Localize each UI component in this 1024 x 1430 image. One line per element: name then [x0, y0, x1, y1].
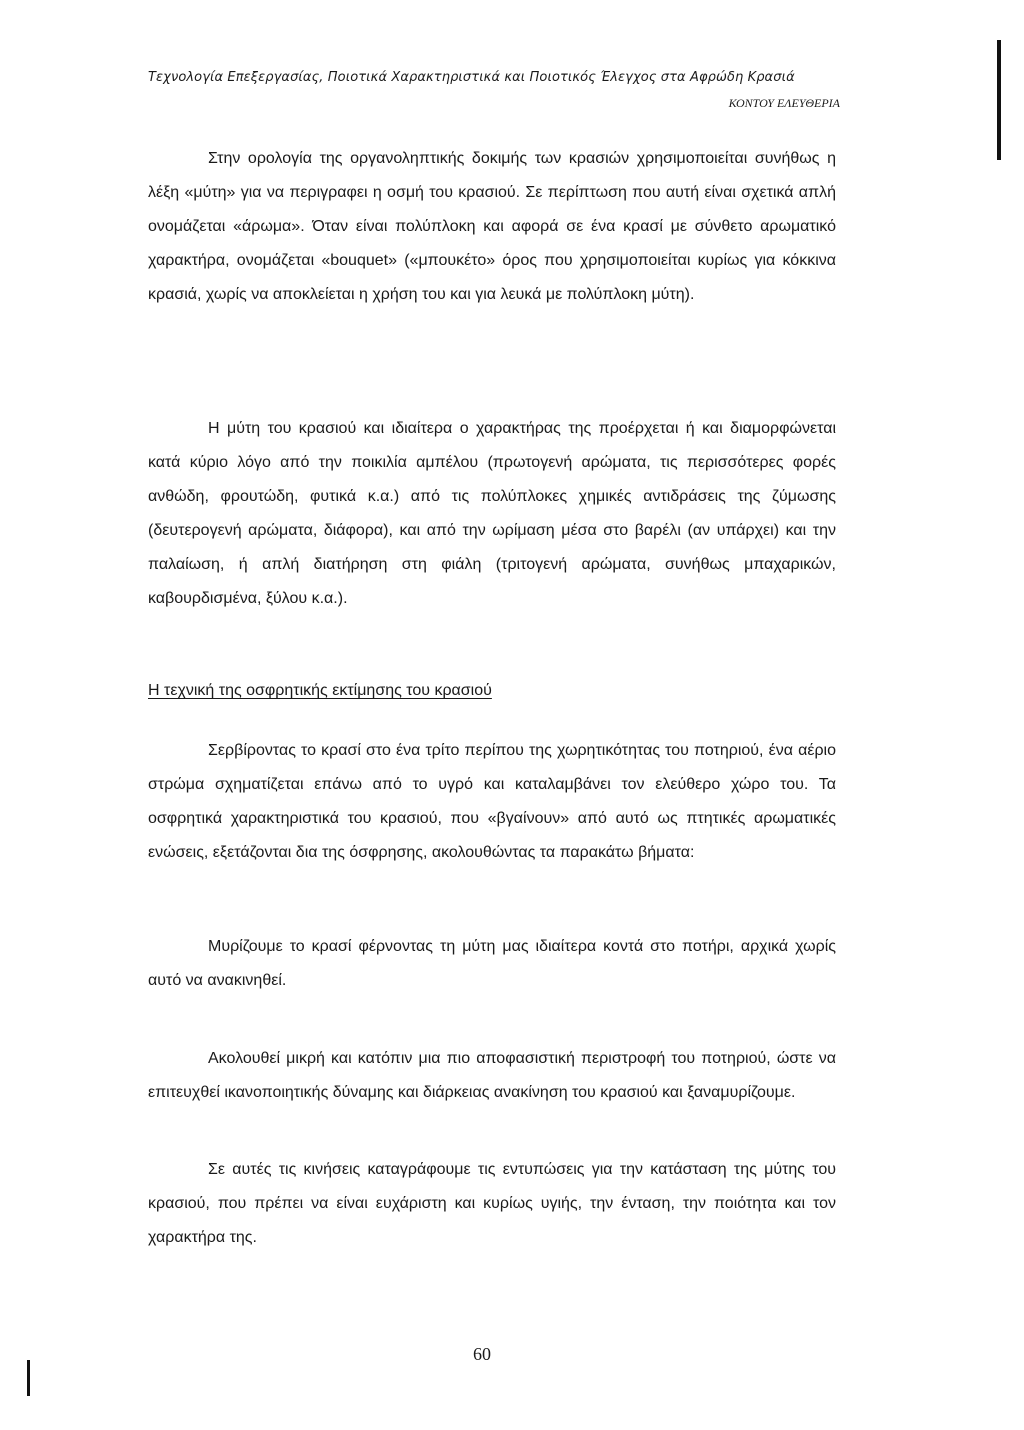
paragraph-aroma-origins: Η μύτη του κρασιού και ιδιαίτερα ο χαρακτήρας της προέρχεται ή και διαμορφώνεται κατά κύριο λόγο από την ποικιλία αμπέλου (πρωτογενή αρώματα, τις περισσότερες φορές ανθώδη, φρουτώδη, φυτικά κ.α.) από τις πολύπλοκες χημικές αντιδράσεις της ζύμωσης (δευτερογενή αρώματα, διάφορα), και από την ωρίμαση μέσα στο βαρέλι (αν υπάρχει) και την παλαίωση, ή απλή διατήρηση στη φιάλη (τριτογενή αρώματα, συνήθως μπαχαρικών, καβουρδισμένα, ξύλου κ.α.).	[148, 420, 836, 607]
scan-margin-line-top-right	[997, 40, 1001, 160]
paragraph-serving-wine: Σερβίροντας το κρασί στο ένα τρίτο περίπου της χωρητικότητας του ποτηριού, ένα αέριο στρώμα σχηματίζεται επάνω από το υγρό και καταλαμβάνει τον ελεύθερο χώρο του. Τα οσφρητικά χαρακτηριστικά του κρασιού, που «βγαίνουν» από αυτό ως πτητικές αρωματικές ενώσεις, εξετάζονται δια της όσφρησης, ακολουθώντας τα παρακάτω βήματα:	[148, 742, 836, 861]
paragraph-step-smell: Μυρίζουμε το κρασί φέρνοντας τη μύτη μας ιδιαίτερα κοντά στο ποτήρι, αρχικά χωρίς αυτό να ανακινηθεί.	[148, 938, 836, 989]
scan-margin-line-bottom-left	[27, 1360, 30, 1396]
section-heading-olfactory-technique: Η τεχνική της οσφρητικής εκτίμησης του κρασιού	[148, 682, 492, 699]
running-header-author: ΚΟΝΤΟΥ ΕΛΕΥΘΕΡΙΑ	[728, 96, 840, 110]
paragraph-step-swirl: Ακολουθεί μικρή και κατόπιν μια πιο αποφασιστική περιστροφή του ποτηριού, ώστε να επιτευχθεί ικανοποιητικής δύναμης και διάρκειας ανακίνηση του κρασιού και ξαναμυρίζουμε.	[148, 1050, 836, 1101]
paragraph-step-record: Σε αυτές τις κινήσεις καταγράφουμε τις εντυπώσεις για την κατάσταση της μύτης του κρασιού, που πρέπει να είναι ευχάριστη και κυρίως υγιής, την ένταση, την ποιότητα και τον χαρακτήρα της.	[148, 1161, 836, 1246]
running-header-title: Τεχνολογία Επεξεργασίας, Ποιοτικά Χαρακτηριστικά και Ποιοτικός Έλεγχος στα Αφρώδη Κρασιά	[148, 70, 795, 85]
paragraph-nose-terminology: Στην ορολογία της οργανοληπτικής δοκιμής των κρασιών χρησιμοποιείται συνήθως η λέξη «μύτη» για να περιγραφει η οσμή του κρασιού. Σε περίπτωση που αυτή είναι σχετικά απλή ονομάζεται «άρωμα». Όταν είναι πολύπλοκη και αφορά σε ένα κρασί με σύνθετο αρωματικό χαρακτήρα, ονομάζεται «bouquet» («μπουκέτο» όρος που χρησιμοποιείται κυρίως για κόκκινα κρασιά, χωρίς να αποκλείεται η χρήση του και για λευκά με πολύπλοκη μύτη).	[148, 150, 836, 303]
page-number: 60	[473, 1344, 491, 1364]
